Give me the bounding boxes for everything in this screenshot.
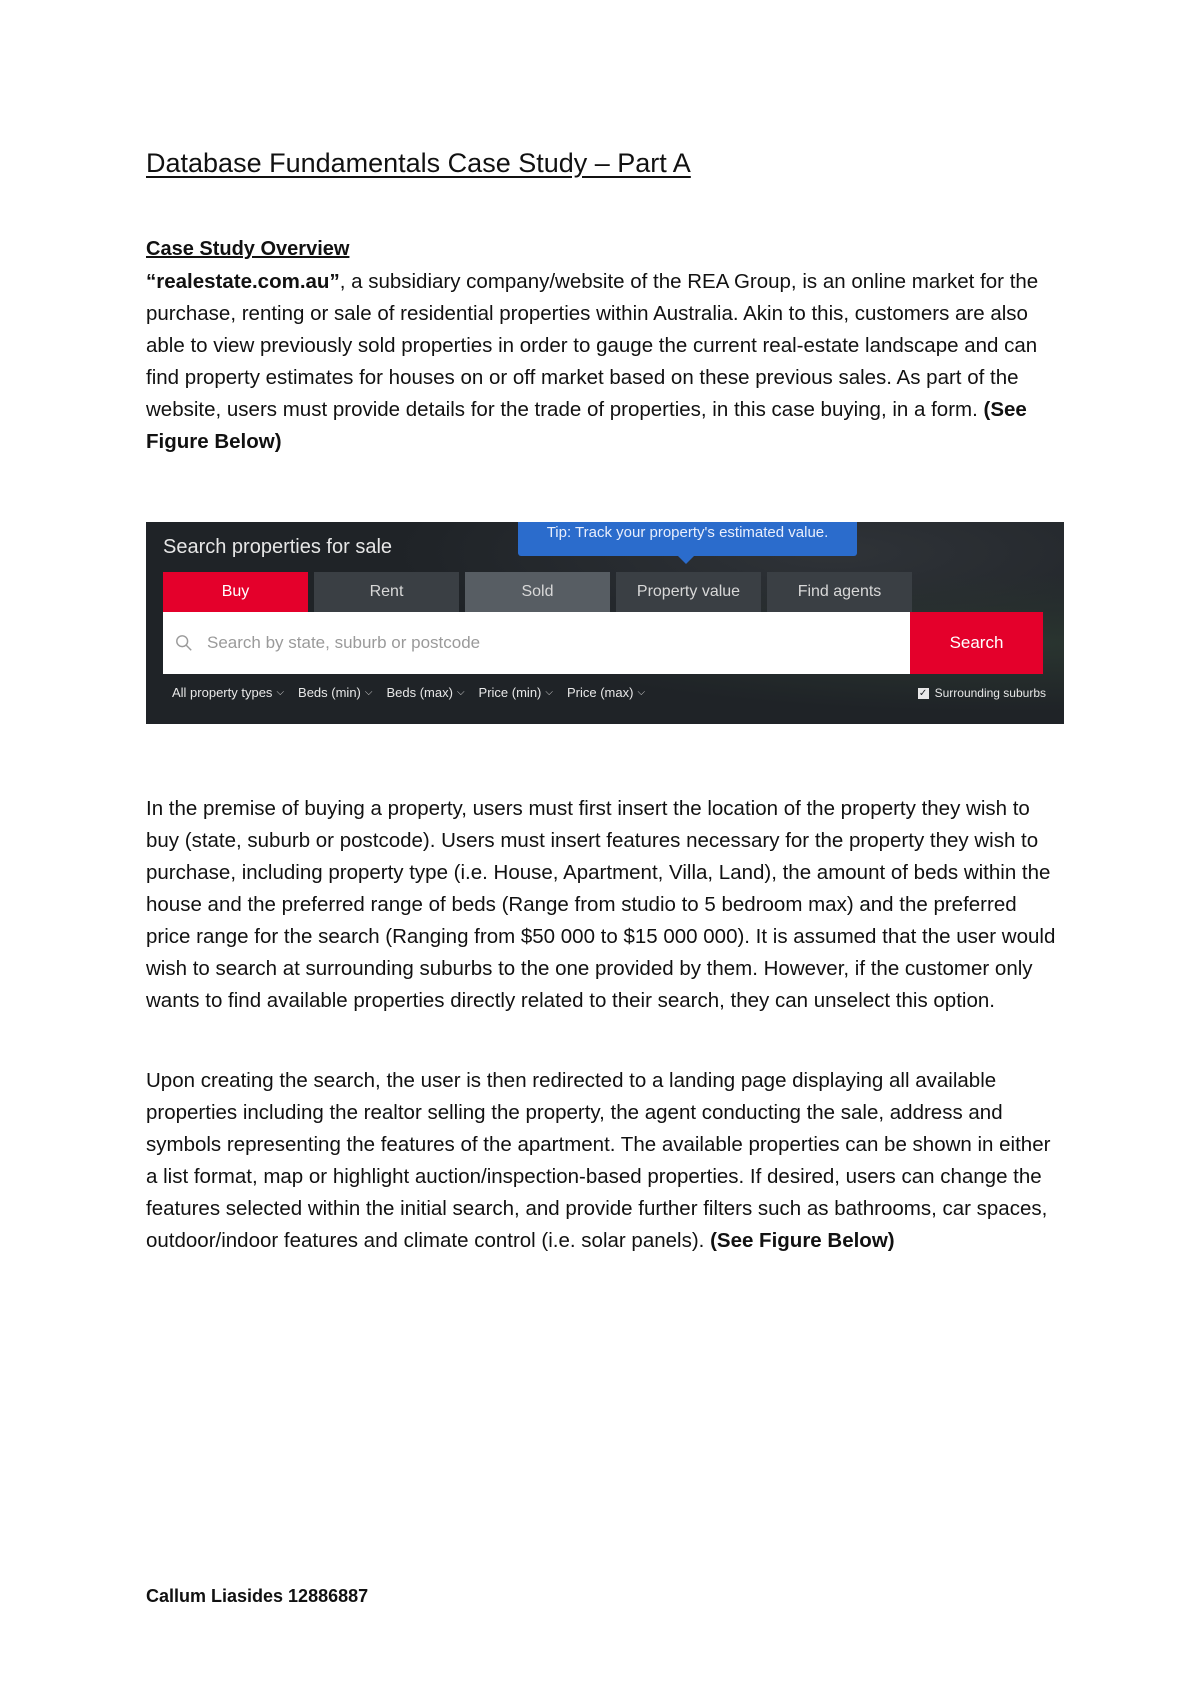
filter-label: Beds (min) xyxy=(298,685,361,700)
filter-label: Beds (max) xyxy=(386,685,453,700)
filter-label: Price (min) xyxy=(478,685,542,700)
chevron-down-icon: ⌵ xyxy=(545,687,553,698)
search-input[interactable] xyxy=(205,622,910,664)
surrounding-suburbs-toggle[interactable] xyxy=(918,686,1046,700)
site-name: “realestate.com.au” xyxy=(146,270,340,293)
search-tabs xyxy=(163,572,918,612)
section-heading: Case Study Overview xyxy=(146,238,350,260)
tab-find-agents[interactable]: Find agents xyxy=(767,572,912,612)
document-title: Database Fundamentals Case Study – Part A xyxy=(146,148,691,178)
landing-text: Upon creating the search, the user is then redirected to a landing page displaying all available properties including the realtor selling the property, the agent conducting the sale, address and symbols representing the features of the apartment. The available properties can be shown in either a list format, map or highlight auction/inspection-based properties. If desired, users can change the features selected within the initial search, and provide further filters such as bathrooms, car spaces, outdoor/indoor features and climate control (i.e. solar panels). xyxy=(146,1069,1051,1252)
tab-property-value[interactable]: Property value xyxy=(616,572,761,612)
tab-buy[interactable]: Buy xyxy=(163,572,308,612)
filter-label: All property types xyxy=(172,685,273,700)
filter-beds-min[interactable] xyxy=(298,685,372,700)
search-widget-figure xyxy=(146,522,1064,724)
filter-beds-max[interactable] xyxy=(386,685,464,700)
chevron-down-icon: ⌵ xyxy=(456,687,465,698)
search-field xyxy=(163,612,910,674)
search-button[interactable]: Search xyxy=(910,612,1043,674)
filter-bar xyxy=(172,685,645,700)
chevron-down-icon: ⌵ xyxy=(637,687,646,698)
chevron-down-icon: ⌵ xyxy=(276,687,285,698)
chevron-down-icon: ⌵ xyxy=(364,687,373,698)
search-icon xyxy=(175,634,193,652)
filter-price-min[interactable] xyxy=(479,685,553,700)
author-footer: Callum Liasides 12886887 xyxy=(146,1586,369,1606)
landing-page-paragraph xyxy=(146,1065,1064,1257)
widget-title: Search properties for sale xyxy=(163,536,393,558)
filter-label: Price (max) xyxy=(566,685,634,700)
tip-tooltip: Tip: Track your property's estimated value. xyxy=(518,522,857,556)
overview-paragraph xyxy=(146,266,1064,458)
filter-price-max[interactable] xyxy=(567,685,645,700)
surrounding-label: Surrounding suburbs xyxy=(934,686,1046,700)
filter-property-types[interactable] xyxy=(172,685,284,700)
tab-sold[interactable]: Sold xyxy=(465,572,610,612)
overview-text: , a subsidiary company/website of the REA Group, is an online market for the purchase, renting or sale of residential properties within Australia. Akin to this, customers are also able to view previously sold properties in order to gauge the current real-estate landscape and can find property estimates for houses on or off market based on these previous sales. As part of the website, users must provide details for the trade of properties, in this case buying, in a form. xyxy=(146,270,1039,421)
figure-reference: (See Figure Below) xyxy=(146,398,1027,453)
figure-reference: (See Figure Below) xyxy=(710,1229,895,1252)
checkbox-checked-icon[interactable]: ✓ xyxy=(918,687,928,699)
tab-rent[interactable]: Rent xyxy=(314,572,459,612)
buying-paragraph: In the premise of buying a property, users must first insert the location of the property they wish to buy (state, suburb or postcode). Users must insert features necessary for the property they wish to purchase, including property type (i.e. House, Apartment, Villa, Land), the amount of beds within the house and the preferred range of beds (Range from studio to 5 bedroom max) and the preferred price range for the search (Ranging from $50 000 to $15 000 000). It is assumed that the user would wish to search at surrounding suburbs to the one provided by them. However, if the customer only wants to find available properties directly related to their search, they can unselect this option. xyxy=(146,797,1056,1012)
search-row xyxy=(163,612,1043,674)
